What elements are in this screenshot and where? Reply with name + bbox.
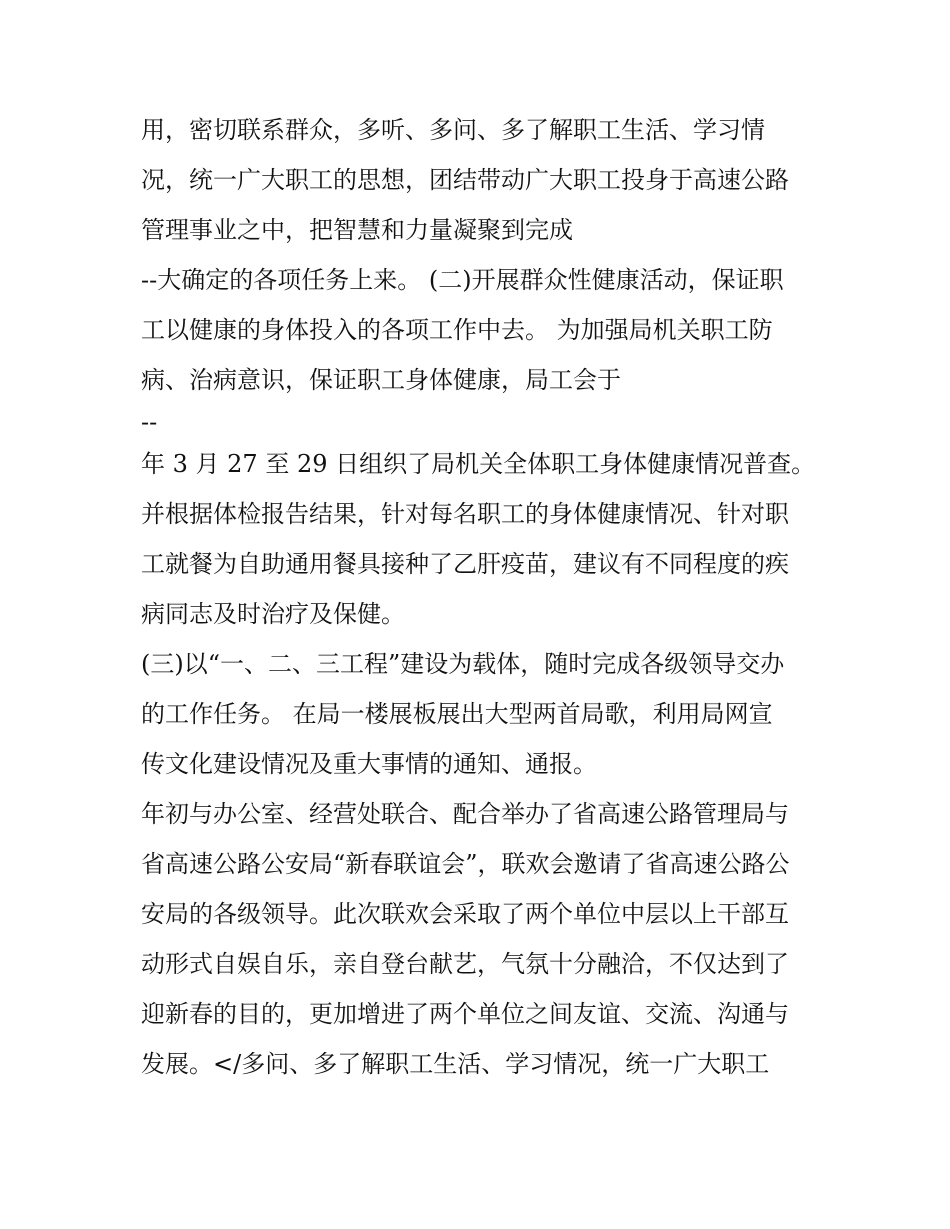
text-line: 病、治病意识，保证职工身体健康，局工会于 xyxy=(141,366,621,394)
body-text xyxy=(141,110,821,1094)
text-line: -- xyxy=(141,408,158,436)
text-line: 动形式自娱自乐，亲自登台献艺，气氛十分融洽，不仅达到了 xyxy=(141,950,789,978)
text-line: 管理事业之中，把智慧和力量凝聚到完成 xyxy=(141,216,573,244)
text-line: 省高速公路公安局“新春联谊会”，联欢会邀请了省高速公路公 xyxy=(141,850,790,878)
text-line: 迎新春的目的，更加增进了两个单位之间友谊、交流、沟通与 xyxy=(141,1000,789,1028)
text-line: 年初与办公室、经营处联合、配合举办了省高速公路管理局与 xyxy=(141,800,789,828)
text-line: 传文化建设情况及重大事情的通知、通报。 xyxy=(141,750,597,778)
text-line: 并根据体检报告结果，针对每名职工的身体健康情况、针对职 xyxy=(141,500,789,528)
text-line: 病同志及时治疗及保健。 xyxy=(141,600,405,628)
text-line: 年 3 月 27 至 29 日组织了局机关全体职工身体健康情况普查。 xyxy=(141,450,816,478)
text-line: 发展。</多问、多了解职工生活、学习情况，统一广大职工 xyxy=(141,1050,770,1078)
text-line: 况，统一广大职工的思想，团结带动广大职工投身于高速公路 xyxy=(141,166,789,194)
text-line: --大确定的各项任务上来。 (二)开展群众性健康活动，保证职 xyxy=(141,266,784,294)
text-line: 用，密切联系群众，多听、多问、多了解职工生活、学习情 xyxy=(141,116,765,144)
text-line: 的工作任务。 在局一楼展板展出大型两首局歌，利用局网宣 xyxy=(141,700,773,728)
text-line: 工以健康的身体投入的各项工作中去。 为加强局机关职工防 xyxy=(141,316,773,344)
text-line: (三)以“一、二、三工程”建设为载体，随时完成各级领导交办 xyxy=(141,650,785,678)
text-line: 安局的各级领导。此次联欢会采取了两个单位中层以上干部互 xyxy=(141,900,789,928)
text-line: 工就餐为自助通用餐具接种了乙肝疫苗，建议有不同程度的疾 xyxy=(141,550,789,578)
